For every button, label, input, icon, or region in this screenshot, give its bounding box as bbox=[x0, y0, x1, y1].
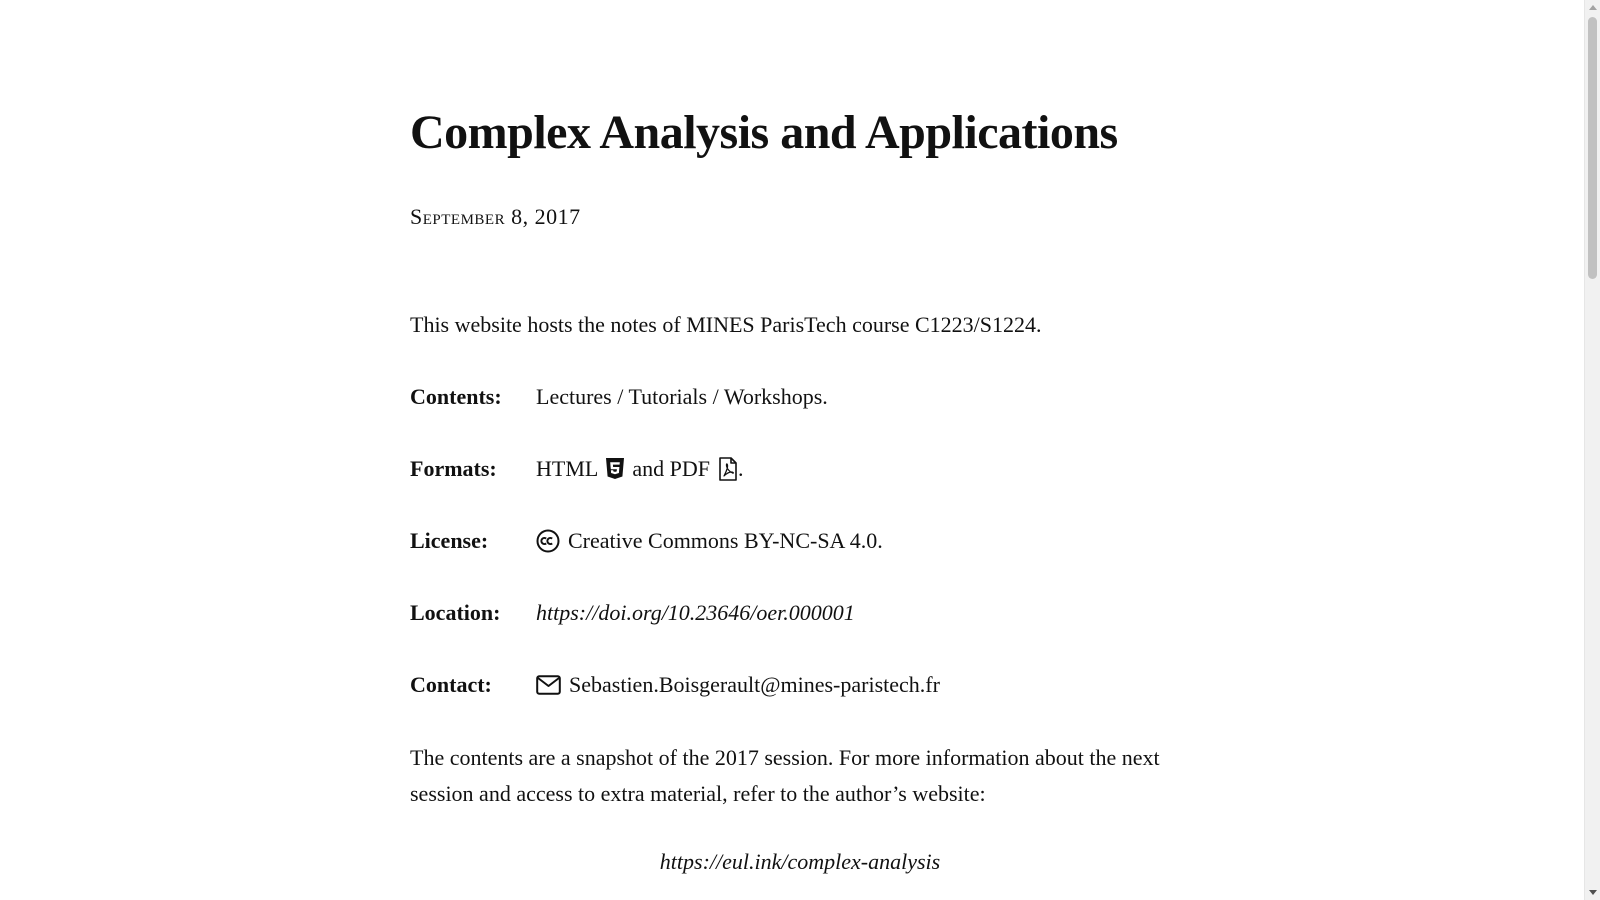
scroll-down-arrow-icon[interactable] bbox=[1589, 890, 1597, 895]
author-website bbox=[410, 846, 1190, 878]
vertical-scrollbar[interactable] bbox=[1584, 0, 1600, 900]
publication-date: September 8, 2017 bbox=[410, 204, 581, 229]
license-value bbox=[536, 524, 883, 558]
contents-value: Lectures / Tutorials / Workshops. bbox=[536, 384, 828, 409]
field-license bbox=[410, 524, 1190, 558]
html-format-label: HTML bbox=[536, 456, 599, 481]
creative-commons-icon bbox=[536, 529, 560, 553]
envelope-icon bbox=[536, 675, 561, 695]
html5-icon[interactable] bbox=[606, 458, 624, 480]
page-title: Complex Analysis and Applications bbox=[410, 106, 1118, 159]
formats-period: . bbox=[737, 456, 744, 481]
pdf-format-label: and PDF bbox=[632, 456, 710, 481]
contact-value bbox=[536, 668, 940, 702]
field-contact bbox=[410, 668, 1190, 702]
email-link[interactable]: Sebastien.Boisgerault@mines-paristech.fr bbox=[569, 672, 940, 697]
session-paragraph: The contents are a snapshot of the 2017 session. For more information about the next session and access to extra material, refer to the author’s website: bbox=[410, 745, 1160, 806]
scroll-up-arrow-icon[interactable] bbox=[1589, 5, 1597, 10]
author-website-link[interactable]: https://eul.ink/complex-analysis bbox=[659, 849, 941, 874]
formats-label: Formats: bbox=[410, 456, 497, 481]
html-format-link[interactable] bbox=[536, 452, 598, 486]
intro-text: This website hosts the notes of MINES ParisTech course C1223/S1224. bbox=[410, 312, 1042, 337]
location-label: Location: bbox=[410, 600, 501, 625]
location-value bbox=[536, 596, 855, 630]
license-label: License: bbox=[410, 528, 489, 553]
license-link[interactable]: Creative Commons BY-NC-SA 4.0. bbox=[568, 528, 883, 553]
doi-link[interactable]: https://doi.org/10.23646/oer.000001 bbox=[536, 600, 855, 625]
scrollbar-thumb[interactable] bbox=[1588, 17, 1597, 279]
file-pdf-icon[interactable] bbox=[718, 457, 738, 481]
pdf-format-link[interactable] bbox=[632, 452, 710, 486]
field-contents bbox=[410, 380, 1190, 414]
contact-label: Contact: bbox=[410, 672, 492, 697]
formats-value bbox=[536, 452, 743, 486]
contents-label: Contents: bbox=[410, 384, 502, 409]
field-formats bbox=[410, 452, 1190, 486]
field-location bbox=[410, 596, 1190, 630]
